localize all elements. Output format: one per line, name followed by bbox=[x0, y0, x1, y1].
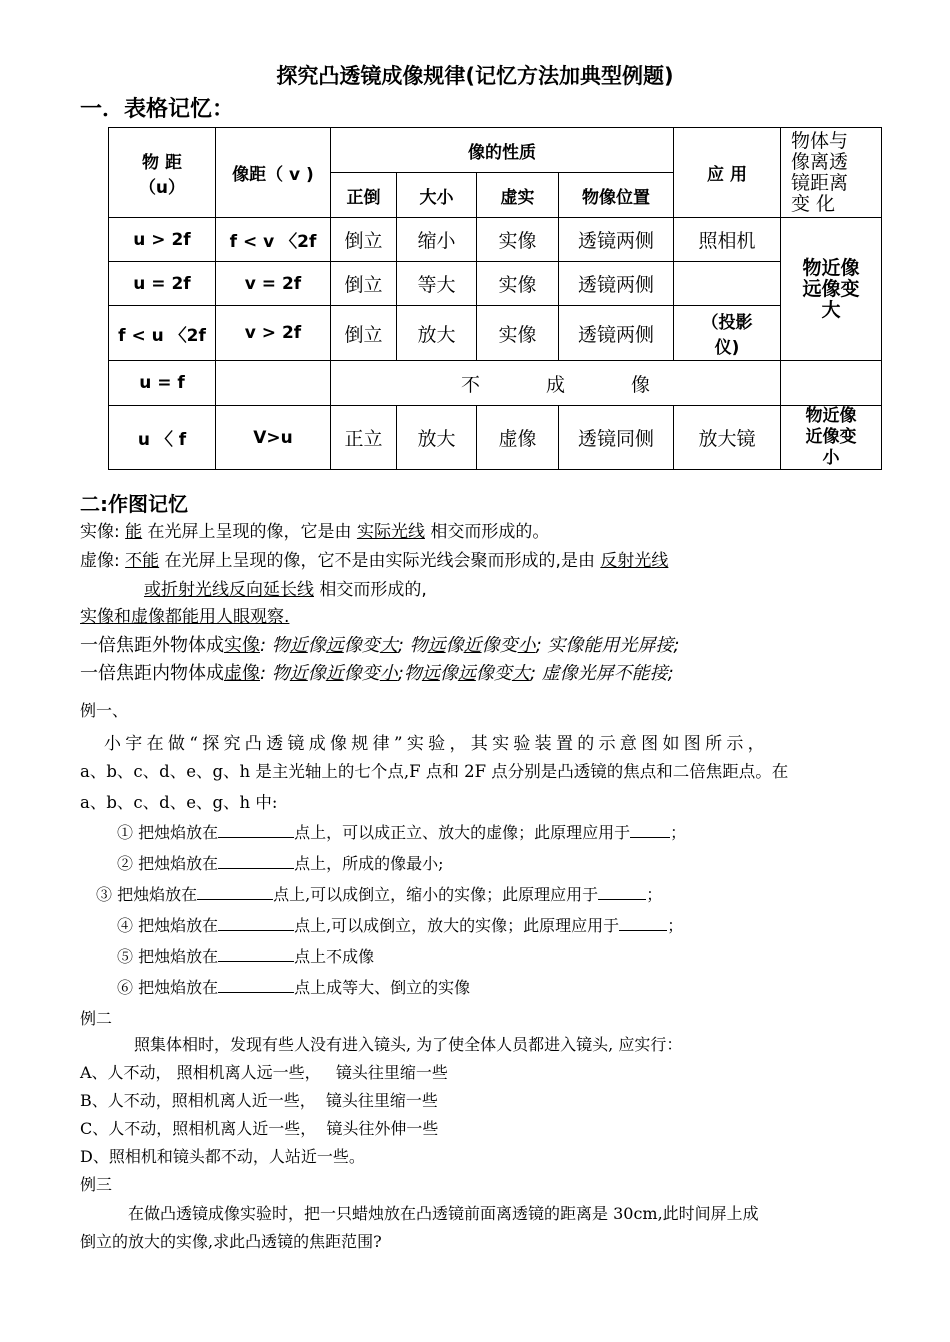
cell-size: 放大 bbox=[397, 306, 477, 361]
header-image-distance: 像距（ v ) bbox=[216, 128, 331, 218]
cell-position: 透镜两侧 bbox=[559, 306, 674, 361]
cell-application: 照相机 bbox=[674, 218, 781, 262]
cell-change-real: 物近像 远像变 大 bbox=[781, 218, 882, 361]
table-row bbox=[109, 406, 882, 470]
header-distance-change: 物体与 像离透 镜距离 变 化 bbox=[781, 128, 882, 218]
example-3-text: 在做凸透镜成像实验时，把一只蜡烛放在凸透镜前面离透镜的距离是 30cm,此时间屏上成 bbox=[128, 1204, 759, 1223]
table-row bbox=[109, 218, 882, 262]
header-object-distance: 物 距 （u） bbox=[109, 128, 216, 218]
real-image-definition: 实像: 能 在光屏上呈现的像，它是由 实际光线 相交而形成的。 bbox=[80, 522, 550, 542]
example-2-label: 例二 bbox=[80, 1009, 113, 1028]
answer-blank[interactable] bbox=[218, 930, 294, 931]
cell-u: u = f bbox=[109, 361, 216, 406]
cell-u: u = 2f bbox=[109, 262, 216, 306]
section-heading-drawing: 二:作图记忆 bbox=[80, 492, 188, 516]
cell-size: 缩小 bbox=[397, 218, 477, 262]
cell-size: 放大 bbox=[397, 406, 477, 470]
answer-blank[interactable] bbox=[218, 992, 294, 993]
cell-orientation: 倒立 bbox=[331, 306, 397, 361]
cell-size: 等大 bbox=[397, 262, 477, 306]
cell-v: V>u bbox=[216, 406, 331, 470]
cell-application: 放大镜 bbox=[674, 406, 781, 470]
question-6: ⑥ 把烛焰放在 点上成等大、倒立的实像 bbox=[117, 978, 471, 997]
question-3: ③ 把烛焰放在 点上,可以成倒立，缩小的实像；此原理应用于 ； bbox=[96, 885, 663, 904]
both-observable-note: 实像和虚像都能用人眼观察. bbox=[80, 607, 290, 627]
page-title: 探究凸透镜成像规律(记忆方法加典型例题) bbox=[276, 64, 674, 88]
cell-v: v > 2f bbox=[216, 306, 331, 361]
cell-orientation: 倒立 bbox=[331, 262, 397, 306]
cell-u: u 〈 f bbox=[109, 406, 216, 470]
option-c: C、人不动，照相机离人近一些， 镜头往外伸一些 bbox=[80, 1119, 439, 1138]
option-d: D、照相机和镜头都不动，人站近一些。 bbox=[80, 1147, 365, 1166]
cell-position: 透镜两侧 bbox=[559, 262, 674, 306]
cell-change-empty bbox=[781, 361, 882, 406]
cell-application: （投影 仪) bbox=[674, 306, 781, 361]
cell-type: 虚像 bbox=[477, 406, 559, 470]
cell-application bbox=[674, 262, 781, 306]
cell-v: v = 2f bbox=[216, 262, 331, 306]
cell-v bbox=[216, 361, 331, 406]
rule-inside-focal: 一倍焦距内物体成虚像: 物近像近像变小;物远像远像变大; 虚像光屏不能接; bbox=[80, 663, 674, 684]
example-1-text: 小宇在做“探究凸透镜成像规律”实验，其实验装置的示意图如图所示， bbox=[104, 734, 769, 754]
cell-v: f < v 〈2f bbox=[216, 218, 331, 262]
header-real-virtual: 虚实 bbox=[477, 173, 559, 218]
header-image-nature: 像的性质 bbox=[331, 128, 674, 173]
option-b: B、人不动，照相机离人近一些， 镜头往里缩一些 bbox=[80, 1091, 438, 1110]
section-heading-table: 一．表格记忆： bbox=[80, 97, 235, 122]
cell-type: 实像 bbox=[477, 218, 559, 262]
example-1-label: 例一、 bbox=[80, 701, 129, 720]
cell-orientation: 倒立 bbox=[331, 218, 397, 262]
virtual-image-definition-cont: 或折射光线反向延长线 相交而形成的, bbox=[144, 580, 427, 600]
rule-outside-focal: 一倍焦距外物体成实像: 物近像远像变大; 物远像近像变小; 实像能用光屏接; bbox=[80, 635, 680, 656]
example-3-text: 倒立的放大的实像,求此凸透镜的焦距范围? bbox=[80, 1232, 382, 1251]
example-1-text: a、b、c、d、e、g、h 是主光轴上的七个点,F 点和 2F 点分别是凸透镜的焦点和二倍焦距点。在 bbox=[80, 762, 789, 781]
header-position: 物像位置 bbox=[559, 173, 674, 218]
table-row bbox=[109, 262, 882, 306]
virtual-image-definition: 虚像: 不能 在光屏上呈现的像，它不是由实际光线会聚而形成的,是由 反射光线 bbox=[80, 551, 669, 571]
answer-blank[interactable] bbox=[218, 868, 294, 869]
answer-blank[interactable] bbox=[630, 837, 670, 838]
question-5: ⑤ 把烛焰放在 点上不成像 bbox=[117, 947, 375, 966]
cell-position: 透镜两侧 bbox=[559, 218, 674, 262]
header-size: 大小 bbox=[397, 173, 477, 218]
question-1: ① 把烛焰放在 点上，可以成正立、放大的虚像；此原理应用于 ； bbox=[117, 823, 687, 842]
cell-type: 实像 bbox=[477, 262, 559, 306]
cell-u: f < u 〈2f bbox=[109, 306, 216, 361]
example-1-text: a、b、c、d、e、g、h 中: bbox=[80, 793, 278, 812]
question-2: ② 把烛焰放在 点上，所成的像最小; bbox=[117, 854, 444, 873]
answer-blank[interactable] bbox=[197, 899, 273, 900]
cell-change-virtual: 物近像 近像变 小 bbox=[781, 406, 882, 470]
cell-u: u > 2f bbox=[109, 218, 216, 262]
answer-blank[interactable] bbox=[218, 837, 294, 838]
answer-blank[interactable] bbox=[218, 961, 294, 962]
header-application: 应 用 bbox=[674, 128, 781, 218]
example-2-stem: 照集体相时，发现有些人没有进入镜头, 为了使全体人员都进入镜头, 应实行： bbox=[134, 1035, 683, 1054]
header-orientation: 正倒 bbox=[331, 173, 397, 218]
cell-no-image: 不 成 像 bbox=[331, 361, 781, 406]
answer-blank[interactable] bbox=[619, 930, 667, 931]
table-row bbox=[109, 361, 882, 406]
question-4: ④ 把烛焰放在 点上,可以成倒立，放大的实像；此原理应用于 ； bbox=[117, 916, 684, 935]
cell-type: 实像 bbox=[477, 306, 559, 361]
imaging-rules-table bbox=[108, 127, 882, 470]
cell-position: 透镜同侧 bbox=[559, 406, 674, 470]
cell-orientation: 正立 bbox=[331, 406, 397, 470]
table-row bbox=[109, 306, 882, 361]
example-3-label: 例三 bbox=[80, 1175, 113, 1194]
answer-blank[interactable] bbox=[598, 899, 646, 900]
option-a: A、人不动， 照相机离人远一些， 镜头往里缩一些 bbox=[80, 1063, 448, 1082]
